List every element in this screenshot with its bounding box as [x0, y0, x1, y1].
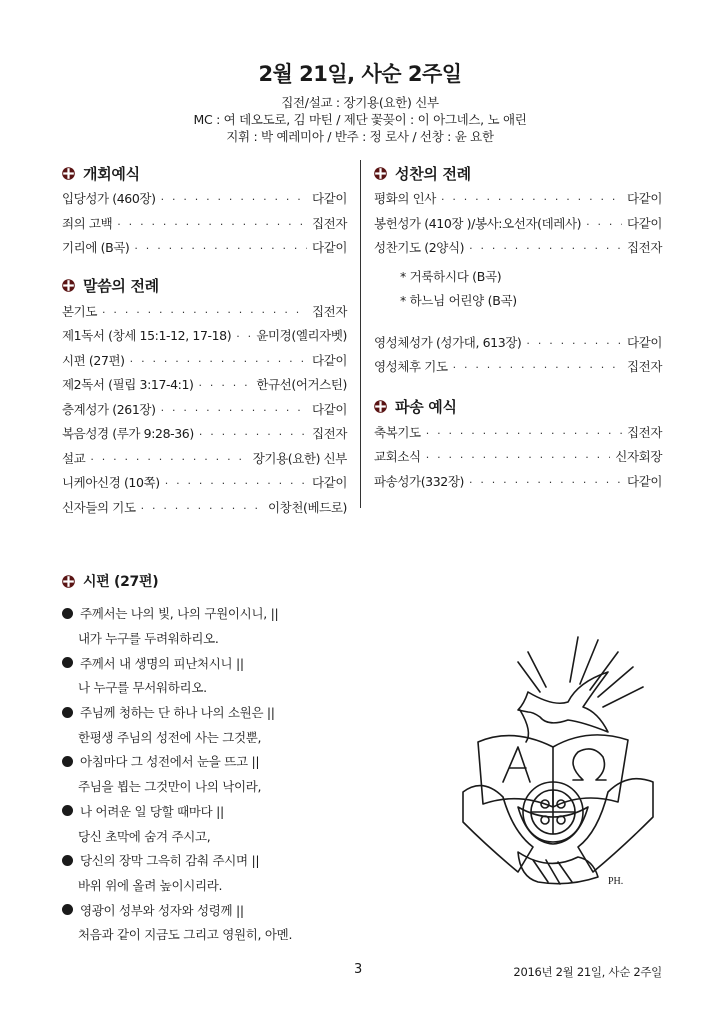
footer-date: 2016년 2월 21일, 사순 2주일 — [513, 965, 662, 979]
bullet-icon — [62, 707, 73, 718]
credits-line-mc: MC : 여 데오도로, 김 마틴 / 제단 꽃꽂이 : 이 아그네스, 노 애린 — [193, 112, 527, 127]
psalm-verse-line — [62, 601, 362, 626]
psalm-verse-line — [62, 873, 362, 898]
psalm-verse-text: 주께서 내 생명의 피난처시니 || — [80, 655, 244, 671]
section-opening — [62, 162, 347, 184]
psalm-heading-row — [62, 570, 362, 592]
list-item: 성찬기도 (2양식) · · · 집전자 — [374, 238, 662, 263]
bullet-icon — [62, 608, 73, 619]
psalm-verse-line — [62, 626, 362, 651]
psalm-verse-line — [62, 700, 362, 725]
illustration-signature: PH. — [608, 876, 624, 887]
psalm-verse-text: 주께서는 나의 빛, 나의 구원이시니, || — [80, 606, 279, 622]
psalm-verse-text: 주님을 뵙는 그것만이 나의 낙이라, — [78, 779, 262, 795]
list-item: 니케아신경 (10쪽) · · · 다같이 — [62, 473, 347, 498]
section-heading: 개회예식 — [83, 164, 140, 183]
psalm-verse-text: 처음과 같이 지금도 그리고 영원히, 아멘. — [78, 927, 293, 943]
psalm-verse-line — [62, 774, 362, 799]
list-item: 제2독서 (필립 3:17-4:1) · · · 한규선(어거스틴) — [62, 375, 347, 400]
psalm-verse-line — [62, 650, 362, 675]
left-column — [62, 160, 347, 522]
word-list — [62, 302, 347, 523]
cross-icon — [62, 279, 75, 292]
list-item: 영성체성가 (성가대, 613장) · · · 다같이 — [374, 333, 662, 358]
list-item: 입당성가 (460장) · · · 다같이 — [62, 189, 347, 214]
psalm-verses — [62, 601, 362, 947]
list-item: 영성체후 기도 · · · 집전자 — [374, 357, 662, 382]
psalm-verse-text: 나 어려운 일 당할 때마다 || — [80, 803, 224, 819]
page-title: 2월 21일, 사순 2주일 — [258, 62, 462, 86]
credits-line-celebrant: 집전/설교 : 장기용(요한) 신부 — [281, 95, 439, 110]
psalm-verse-line — [62, 922, 362, 947]
cross-icon — [62, 575, 75, 588]
list-item: 파송성가(332장) · · · 다같이 — [374, 472, 662, 497]
psalm-verse-line — [62, 799, 362, 824]
psalm-verse-text: 한평생 주님의 성전에 사는 그것뿐, — [78, 729, 262, 745]
psalm-verse-text: 나 누구를 무서워하리오. — [78, 680, 207, 696]
list-item: 신자들의 기도 · · · 이창천(베드로) — [62, 498, 347, 523]
section-heading: 성찬의 전례 — [395, 164, 471, 183]
list-item: 기리에 (B곡) · · · 다같이 — [62, 238, 347, 263]
list-item: 층계성가 (261장) · · · 다같이 — [62, 400, 347, 425]
eucharist-list — [374, 189, 662, 382]
list-item: 복음성경 (루가 9:28-36) · · · 집전자 — [62, 424, 347, 449]
section-heading: 파송 예식 — [395, 398, 457, 416]
section-eucharist — [374, 162, 662, 184]
psalm-verse-line — [62, 675, 362, 700]
list-item: 평화의 인사 · · · 다같이 — [374, 189, 662, 214]
list-item: 교회소식 · · · 신자회장 — [374, 447, 662, 472]
psalm-verse-text: 영광이 성부와 성자와 성령께 || — [80, 902, 244, 918]
dismissal-list — [374, 423, 662, 497]
eucharist-emblem-illustration — [458, 632, 658, 892]
psalm-verse-text: 주님께 청하는 단 하나 나의 소원은 || — [80, 705, 275, 721]
bullet-icon — [62, 855, 73, 866]
service-credits — [0, 94, 720, 145]
bullet-icon — [62, 657, 73, 668]
list-item: 봉헌성가 (410장 )/봉사:오선자(데레사) · · · 다같이 — [374, 214, 662, 239]
psalm-verse-line — [62, 724, 362, 749]
psalm-section — [62, 568, 362, 947]
bullet-icon — [62, 805, 73, 816]
list-item: 죄의 고백 · · · 집전자 — [62, 214, 347, 239]
credits-line-music: 지휘 : 박 예레미아 / 반주 : 정 로사 / 선창 : 윤 요한 — [226, 129, 494, 144]
section-dismissal — [374, 396, 662, 418]
psalm-verse-text: 아침마다 그 성전에서 눈을 뜨고 || — [80, 754, 260, 770]
section-word — [62, 275, 347, 297]
bullet-icon — [62, 904, 73, 915]
page-number: 3 — [354, 962, 363, 977]
psalm-verse-text: 당신 초막에 숨겨 주시고, — [78, 828, 211, 844]
section-heading: 시편 (27편) — [83, 574, 159, 590]
sub-list-item: * 거룩하시다 (B곡) — [400, 268, 502, 284]
opening-list — [62, 189, 347, 263]
column-divider — [360, 160, 361, 508]
psalm-verse-text: 바위 위에 올려 높이시리라. — [78, 877, 223, 893]
cross-icon — [374, 167, 387, 180]
bullet-icon — [62, 756, 73, 767]
psalm-verse-text: 당신의 장막 그윽히 감춰 주시며 || — [80, 853, 260, 869]
list-item: 제1독서 (창세 15:1-12, 17-18) · · · 윤미경(엘리자벳) — [62, 326, 347, 351]
psalm-verse-line — [62, 897, 362, 922]
cross-icon — [62, 167, 75, 180]
right-column — [374, 160, 662, 496]
list-item: 시편 (27편) · · · 다같이 — [62, 351, 347, 376]
list-item: 축복기도 · · · 집전자 — [374, 423, 662, 448]
list-item: 설교 · · · 장기용(요한) 신부 — [62, 449, 347, 474]
sub-list-item: * 하느님 어린양 (B곡) — [400, 293, 517, 308]
psalm-verse-line — [62, 749, 362, 774]
psalm-verse-text: 내가 누구를 두려워하리오. — [78, 631, 219, 647]
cross-icon — [374, 400, 387, 413]
list-item: 본기도 · · · 집전자 — [62, 302, 347, 327]
psalm-verse-line — [62, 848, 362, 873]
psalm-verse-line — [62, 823, 362, 848]
section-heading: 말씀의 전례 — [83, 277, 159, 295]
